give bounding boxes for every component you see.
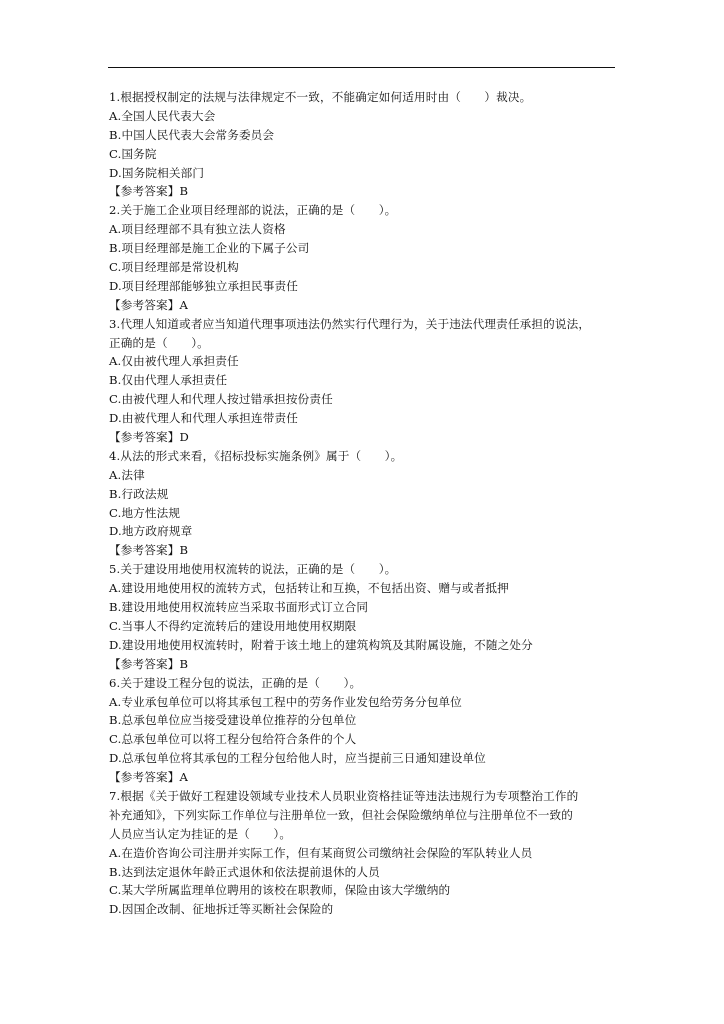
question-5 (109, 560, 617, 673)
question-7-stem-line-1: 7.根据《关于做好工程建设领域专业技术人员职业资格挂证等违法违规行为专项整治工作的 (109, 788, 579, 803)
question-6-option-b: B.总承包单位应当接受建设单位推荐的分包单位 (109, 713, 357, 728)
question-4-option-d: D.地方政府规章 (109, 524, 193, 539)
question-3-option-a: A.仅由被代理人承担责任 (109, 354, 239, 369)
question-6-option-d: D.总承包单位将其承包的工程分包给他人时，应当提前三日通知建设单位 (109, 751, 486, 766)
question-5-option-b: B.建设用地使用权流转应当采取书面形式订立合同 (109, 600, 369, 615)
question-1-stem: 1.根据授权制定的法规与法律规定不一致，不能确定如何适用时由（ ）裁决。 (109, 90, 532, 104)
question-7-option-a: A.在造价咨询公司注册并实际工作，但有某商贸公司缴纳社会保险的军队转业人员 (109, 845, 533, 860)
question-1 (109, 88, 617, 201)
question-5-answer: 【参考答案】B (109, 656, 189, 671)
question-4-stem: 4.从法的形式来看，《招标投标实施条例》属于（ ）。 (109, 448, 403, 463)
question-3-stem-line-1: 3.代理人知道或者应当知道代理事项违法仍然实行代理行为，关于违法代理责任承担的说法， (109, 316, 591, 331)
question-2-option-d: D.项目经理部能够独立承担民事责任 (109, 278, 299, 293)
question-5-stem: 5.关于建设用地使用权流转的说法，正确的是（ ）。 (109, 562, 397, 577)
question-3-option-d: D.由被代理人和代理人承担连带责任 (109, 411, 299, 426)
question-3-option-b: B.仅由代理人承担责任 (109, 373, 228, 388)
question-4-option-a: A.法律 (109, 467, 145, 482)
question-1-answer: 【参考答案】B (109, 184, 189, 199)
question-2-option-c: C.项目经理部是常设机构 (109, 260, 239, 275)
question-3-stem-line-2: 正确的是（ ）。 (109, 335, 209, 350)
question-6-stem: 6.关于建设工程分包的说法，正确的是（ ）。 (109, 675, 362, 690)
question-2-stem: 2.关于施工企业项目经理部的说法，正确的是（ ）。 (109, 203, 397, 218)
question-6 (109, 674, 617, 787)
question-list (109, 88, 617, 919)
question-4 (109, 447, 617, 560)
question-3-answer: 【参考答案】D (109, 430, 189, 445)
question-5-option-c: C.当事人不得约定流转后的建设用地使用权期限 (109, 618, 357, 633)
question-7-stem-line-3: 人员应当认定为挂证的是（ ）。 (109, 826, 292, 841)
question-2 (109, 201, 617, 314)
header-rule (108, 67, 615, 68)
question-7-option-b: B.达到法定退休年龄正式退休和依法提前退休的人员 (109, 864, 380, 879)
question-7-option-d: D.因国企改制、征地拆迁等买断社会保险的 (109, 902, 334, 917)
question-5-option-d: D.建设用地使用权流转时，附着于该土地上的建筑构筑及其附属设施，不随之处分 (109, 637, 533, 652)
question-1-option-c: C.国务院 (109, 146, 157, 161)
question-5-option-a: A.建设用地使用权的流转方式，包括转让和互换，不包括出资、赠与或者抵押 (109, 581, 509, 596)
question-1-option-d: D.国务院相关部门 (109, 165, 205, 180)
question-4-option-b: B.行政法规 (109, 486, 169, 501)
question-2-option-a: A.项目经理部不具有独立法人资格 (109, 222, 286, 237)
question-1-option-b: B.中国人民代表大会常务委员会 (109, 127, 275, 142)
question-7-stem-line-2: 补充通知》，下列实际工作单位与注册单位一致，但社会保险缴纳单位与注册单位不一致的 (109, 807, 573, 822)
question-6-answer: 【参考答案】A (109, 770, 188, 785)
question-7 (109, 787, 617, 919)
question-2-answer: 【参考答案】A (109, 297, 188, 312)
question-2-option-b: B.项目经理部是施工企业的下属子公司 (109, 241, 310, 256)
question-4-option-c: C.地方性法规 (109, 505, 181, 520)
question-3 (109, 315, 617, 447)
question-4-answer: 【参考答案】B (109, 543, 189, 558)
question-7-option-c: C.某大学所属监理单位聘用的该校在职教师，保险由该大学缴纳的 (109, 883, 451, 898)
question-3-option-c: C.由被代理人和代理人按过错承担按份责任 (109, 392, 333, 407)
question-1-option-a: A.全国人民代表大会 (109, 108, 216, 123)
question-6-option-a: A.专业承包单位可以将其承包工程中的劳务作业发包给劳务分包单位 (109, 694, 462, 709)
question-6-option-c: C.总承包单位可以将工程分包给符合条件的个人 (109, 732, 357, 747)
